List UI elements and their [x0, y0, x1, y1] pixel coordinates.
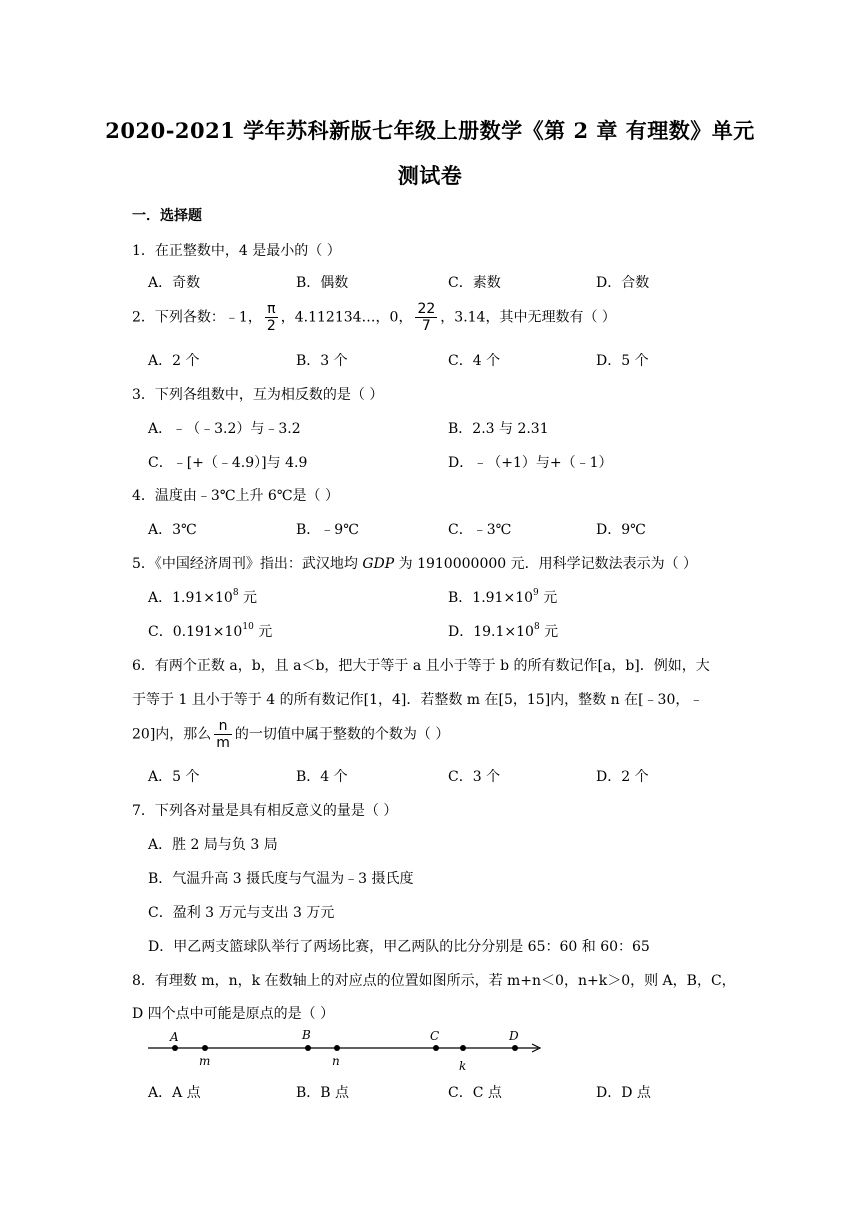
question-4-stem: 4．温度由﹣3℃上升 6℃是（ ） — [132, 488, 339, 504]
q5-option-b: B．$1.91\times 10^9$ 元 — [448, 588, 558, 606]
q8-option-a: A．A 点 — [148, 1085, 201, 1101]
label-B: B — [302, 1028, 311, 1042]
22-over-7-fraction: $\frac{22}{7}$ — [417, 301, 436, 334]
q7-option-a: A．胜 2 局与负 3 局 — [148, 837, 278, 853]
label-n: n — [332, 1054, 340, 1068]
q2-stem-part1: 2．下列各数：﹣1， — [132, 309, 262, 326]
q8-option-c: C．C 点 — [448, 1085, 502, 1101]
label-A: A — [170, 1030, 179, 1044]
label-k: k — [459, 1059, 467, 1073]
q7-option-d: D．甲乙两支篮球队举行了两场比赛，甲乙两队的比分分别是 65：60 和 60：65 — [148, 939, 650, 955]
label-C: C — [430, 1029, 440, 1043]
q6-option-a: A．5 个 — [148, 769, 200, 785]
q4-option-b: B．﹣9℃ — [296, 522, 359, 538]
question-3-stem: 3．下列各组数中，互为相反数的是（ ） — [132, 387, 384, 403]
q3-option-d: D．﹣（+1）与+（﹣1） — [448, 455, 613, 471]
point-A — [172, 1045, 178, 1051]
point-n — [334, 1045, 340, 1051]
q1-option-a: A．奇数 — [148, 275, 201, 291]
page-title-line1: 2020-2021 学年苏科新版七年级上册数学《第 2 章 有理数》单元 — [105, 118, 755, 143]
number-line-figure — [140, 1025, 550, 1075]
q8-option-b: B．B 点 — [296, 1085, 350, 1101]
question-7-stem: 7．下列各对量是具有相反意义的量是（ ） — [132, 803, 398, 819]
q1-option-c: C．素数 — [448, 275, 501, 291]
q2-option-d: D．5 个 — [596, 353, 649, 369]
q4-option-a: A．3℃ — [148, 522, 197, 538]
question-5-stem: 5．《中国经济周刊》指出：武汉地均 GDP 为 1910000000 元．用科学记数法表示为（ ） — [132, 556, 698, 572]
point-k — [460, 1045, 466, 1051]
question-6-line1: 6．有两个正数 a，b，且 a＜b，把大于等于 a 且小于等于 b 的所有数记作[a，b]．例如，大 — [132, 658, 710, 674]
q2-option-b: B．3 个 — [296, 353, 348, 369]
q4-option-c: C．﹣3℃ — [448, 522, 512, 538]
q5-option-c: C．$0.191\times 10^{10}$ 元 — [148, 622, 273, 640]
question-6-line3: 20]内，那么 $\frac{n}{m}$ 的一切值中属于整数的个数为（ ） — [132, 718, 450, 751]
point-C — [433, 1045, 439, 1051]
q5-option-a: A．$1.91\times 10^8$ 元 — [148, 588, 258, 606]
point-B — [305, 1045, 311, 1051]
q1-option-d: D．合数 — [596, 275, 650, 291]
q3-option-a: A．﹣（﹣3.2）与﹣3.2 — [148, 421, 301, 437]
q8-option-d: D．D 点 — [596, 1085, 651, 1101]
q3-option-c: C．﹣[+（﹣4.9）]与 4.9 — [148, 455, 308, 471]
q2-option-a: A．2 个 — [148, 353, 200, 369]
q7-option-b: B．气温升高 3 摄氏度与气温为﹣3 摄氏度 — [148, 871, 414, 887]
q6-option-c: C．3 个 — [448, 769, 501, 785]
question-1-stem: 1．在正整数中，4 是最小的（ ） — [132, 243, 341, 259]
point-m — [202, 1045, 208, 1051]
question-2-stem — [132, 302, 616, 333]
label-D: D — [509, 1029, 519, 1043]
q1-option-b: B．偶数 — [296, 275, 349, 291]
q4-option-d: D．9℃ — [596, 522, 646, 538]
q2-option-c: C．4 个 — [448, 353, 501, 369]
label-m: m — [199, 1054, 211, 1068]
q7-option-c: C．盈利 3 万元与支出 3 万元 — [148, 905, 335, 921]
q2-stem-part2: ，4.112134…，0， — [280, 309, 413, 326]
gdp-term: GDP — [362, 556, 395, 572]
question-8-line2: D 四个点中可能是原点的是（ ） — [132, 1006, 335, 1022]
q6-option-b: B．4 个 — [296, 769, 348, 785]
page-title-line2: 测试卷 — [397, 163, 463, 188]
n-over-m-fraction: $\frac{n}{m}$ — [216, 718, 230, 751]
q5-option-d: D．$19.1\times 10^8$ 元 — [448, 622, 559, 640]
question-8-line1: 8．有理数 m，n，k 在数轴上的对应点的位置如图所示，若 m+n＜0，n+k＞0，则 A，B，C， — [132, 973, 736, 989]
pi-over-2-fraction: $\frac{\pi}{2}$ — [266, 301, 276, 334]
q3-option-b: B．2.3 与 2.31 — [448, 421, 549, 437]
q6-option-d: D．2 个 — [596, 769, 649, 785]
section-heading: 一．选择题 — [132, 208, 202, 224]
q2-stem-part3: ，3.14，其中无理数有（ ） — [440, 309, 616, 326]
question-6-line2: 于等于 1 且小于等于 4 的所有数记作[1，4]．若整数 m 在[5，15]内，整数 n 在[﹣30，﹣ — [132, 692, 704, 708]
point-D — [512, 1045, 518, 1051]
